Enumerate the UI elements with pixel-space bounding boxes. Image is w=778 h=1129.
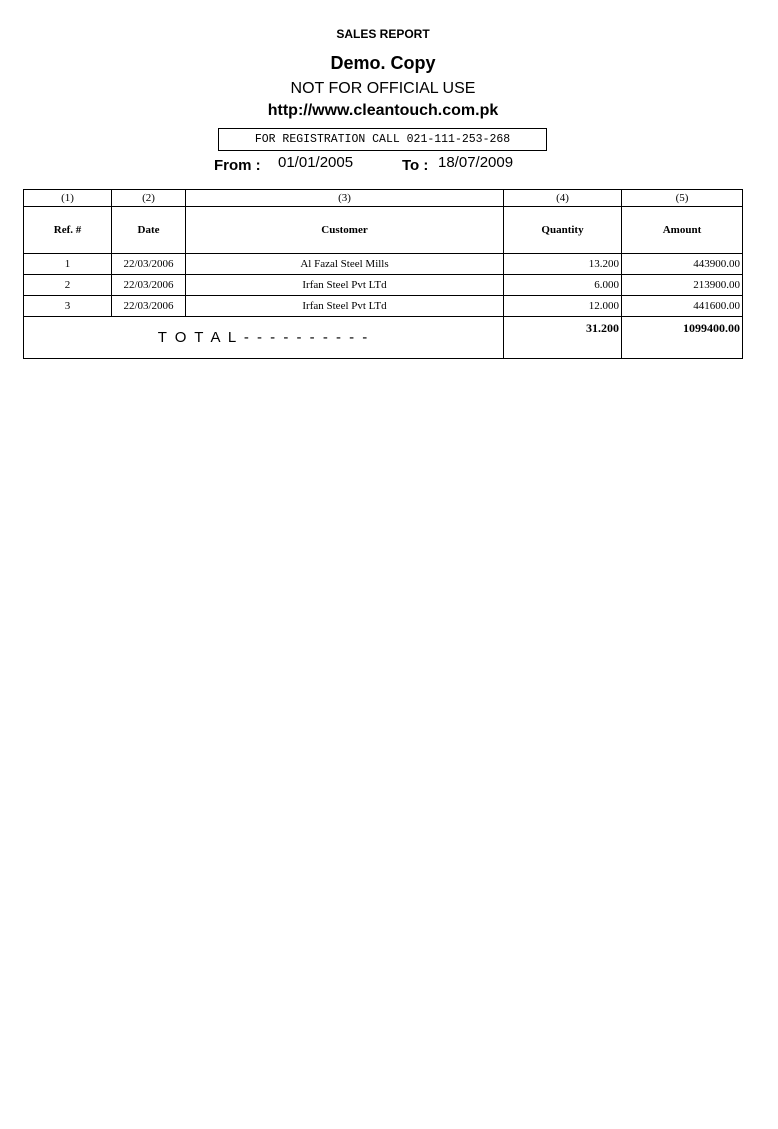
cell-date: 22/03/2006: [112, 254, 186, 275]
demo-copy-label: Demo. Copy: [330, 53, 436, 73]
column-number: (3): [186, 190, 504, 207]
cell-customer: Al Fazal Steel Mills: [186, 254, 504, 275]
header-quantity: Quantity: [504, 207, 622, 254]
total-label: T O T A L - - - - - - - - - -: [24, 317, 504, 359]
from-date: 01/01/2005: [278, 154, 354, 171]
report-title: SALES REPORT: [336, 27, 430, 41]
column-number: (1): [24, 190, 112, 207]
column-number: (4): [504, 190, 622, 207]
table-row: [24, 296, 743, 317]
total-amount: 1099400.00: [622, 317, 743, 359]
cell-amount: 213900.00: [622, 275, 743, 296]
total-quantity: 31.200: [504, 317, 622, 359]
column-number-row: [24, 190, 743, 207]
from-label: From :: [214, 157, 261, 174]
cell-customer: Irfan Steel Pvt LTd: [186, 296, 504, 317]
cell-quantity: 13.200: [504, 254, 622, 275]
cell-quantity: 6.000: [504, 275, 622, 296]
cell-quantity: 12.000: [504, 296, 622, 317]
cell-date: 22/03/2006: [112, 275, 186, 296]
column-number: (5): [622, 190, 743, 207]
not-official-notice: NOT FOR OFFICIAL USE: [290, 80, 476, 97]
header-row: [24, 207, 743, 254]
registration-notice: FOR REGISTRATION CALL 021-111-253-268: [218, 128, 547, 151]
header-customer: Customer: [186, 207, 504, 254]
table-row: [24, 275, 743, 296]
cell-amount: 441600.00: [622, 296, 743, 317]
total-row: [24, 317, 743, 359]
header-ref: Ref. #: [24, 207, 112, 254]
to-label: To :: [402, 157, 429, 174]
to-date: 18/07/2009: [438, 154, 514, 171]
header-amount: Amount: [622, 207, 743, 254]
sales-table: [23, 189, 743, 359]
column-number: (2): [112, 190, 186, 207]
cell-customer: Irfan Steel Pvt LTd: [186, 275, 504, 296]
cell-amount: 443900.00: [622, 254, 743, 275]
table-row: [24, 254, 743, 275]
website-url: http://www.cleantouch.com.pk: [267, 102, 499, 119]
cell-date: 22/03/2006: [112, 296, 186, 317]
cell-ref: 3: [24, 296, 112, 317]
header-date: Date: [112, 207, 186, 254]
cell-ref: 2: [24, 275, 112, 296]
cell-ref: 1: [24, 254, 112, 275]
